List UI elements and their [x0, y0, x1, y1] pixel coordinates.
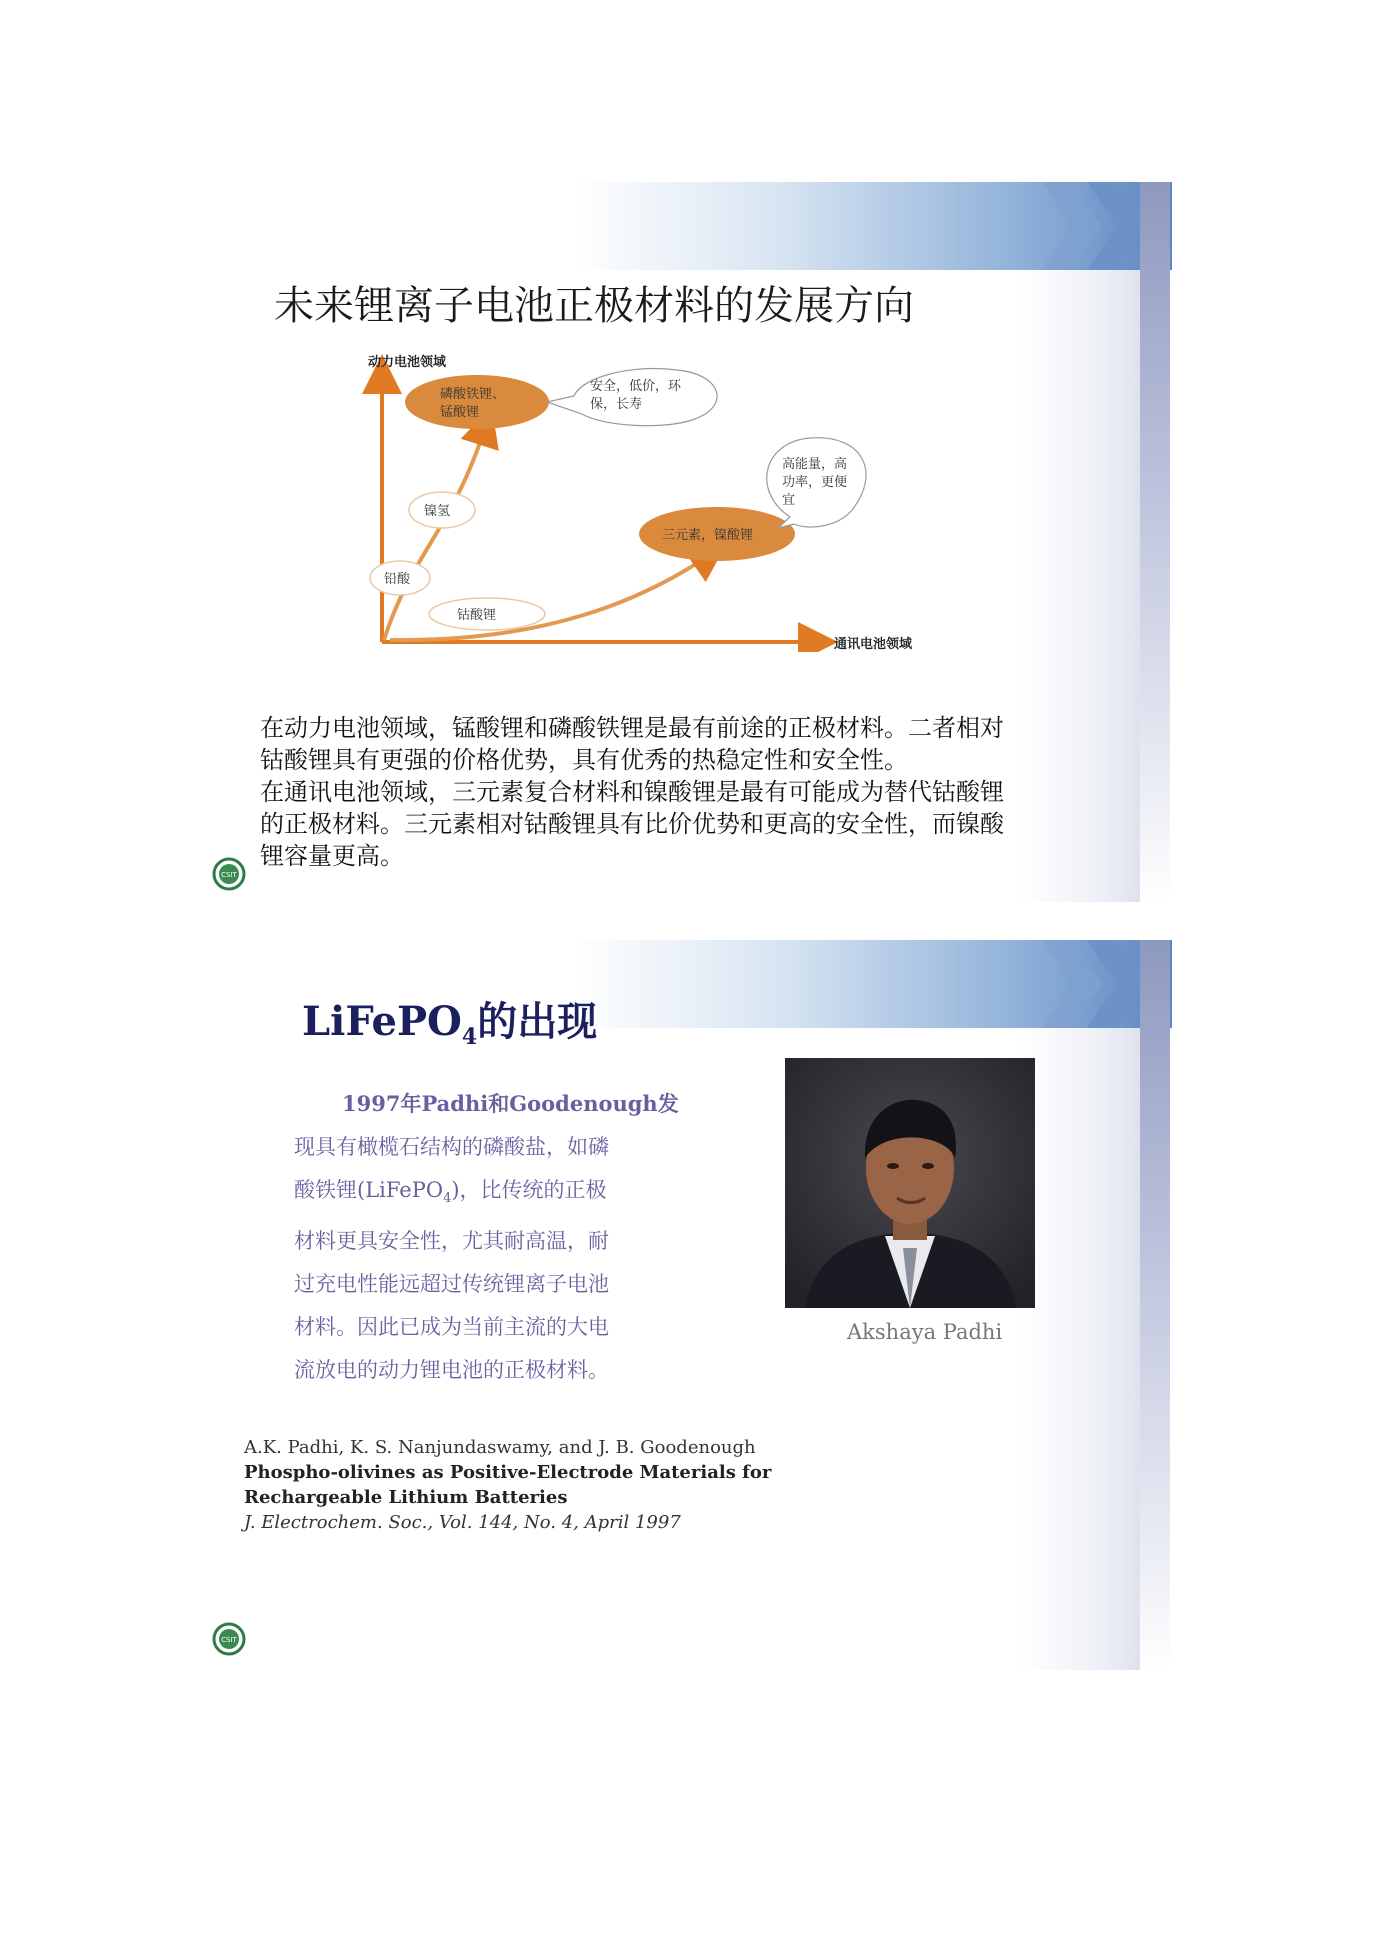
- svg-text:CSIT: CSIT: [221, 871, 237, 879]
- reference-authors: A.K. Padhi, K. S. Nanjundaswamy, and J. B. Goodenough: [244, 1437, 756, 1458]
- bubble-power-line1: 安全，低价，环: [590, 379, 682, 394]
- csit-logo: [212, 857, 246, 891]
- node-lco: 钴酸锂: [457, 608, 497, 623]
- paragraph-line: 在通讯电池领域，三元素复合材料和镍酸锂是最有可能成为替代钴酸锂: [260, 778, 1004, 806]
- desc-line: 材料更具安全性，尤其耐高温，耐: [294, 1229, 609, 1254]
- paragraph-line: 锂容量更高。: [260, 842, 404, 870]
- bubble-comm-line1: 高能量，高: [782, 457, 848, 472]
- bubble-comm-line2: 功率，更便: [782, 475, 848, 490]
- desc-line: 酸铁锂(LiFePO$_4$)，比传统的正极: [294, 1178, 607, 1207]
- reference-citation: [244, 1435, 804, 1535]
- bubble-comm-line3: 宜: [782, 493, 796, 508]
- reference-journal: J. Electrochem. Soc., Vol. 144, No. 4, April 1997: [244, 1512, 681, 1533]
- paragraph-line: 钴酸锂具有更强的价格优势，具有优秀的热稳定性和安全性。: [260, 746, 908, 774]
- csit-logo: [212, 1622, 246, 1656]
- desc-line: 材料。因此已成为当前主流的大电: [294, 1315, 609, 1340]
- y-axis-label: 动力电池领域: [368, 355, 447, 370]
- desc-line: 1997年Padhi和Goodenough发: [342, 1091, 679, 1116]
- banner-chevrons: [572, 940, 1172, 1028]
- paragraph-line: 在动力电池领域，锰酸锂和磷酸铁锂是最有前途的正极材料。二者相对: [260, 714, 1004, 742]
- right-edge-bar: [1140, 940, 1170, 1670]
- reference-title-line2: Rechargeable Lithium Batteries: [244, 1487, 568, 1508]
- reference-title-line1: Phospho-olivines as Positive-Electrode Materials for: [244, 1462, 772, 1483]
- cathode-development-diagram: [342, 352, 1002, 652]
- lifepo4-description: [294, 1082, 684, 1392]
- slide-1-paragraph: [260, 712, 1140, 872]
- x-axis-label: 通讯电池领域: [834, 637, 913, 652]
- svg-text:CSIT: CSIT: [221, 1636, 237, 1644]
- slide-1: [212, 182, 1170, 902]
- node-ncm-lno: 三元素，镍酸锂: [662, 528, 754, 543]
- right-edge-bar: [1140, 182, 1170, 902]
- desc-line: 现具有橄榄石结构的磷酸盐，如磷: [294, 1135, 609, 1159]
- desc-line: 流放电的动力锂电池的正极材料。: [294, 1358, 609, 1383]
- node-lfp-lmo-line2: 锰酸锂: [440, 405, 480, 420]
- node-lfp-lmo-line1: 磷酸铁锂、: [440, 387, 506, 402]
- slide-2: [212, 940, 1170, 1670]
- paragraph-line: 的正极材料。三元素相对钴酸锂具有比价优势和更高的安全性，而镍酸: [260, 810, 1004, 838]
- ellipse-lfp-lmo: [405, 375, 549, 429]
- slide-2-title: LiFePO$_4$的出现: [302, 998, 598, 1050]
- banner-chevrons: [572, 182, 1172, 270]
- portrait-photo: [785, 1058, 1035, 1308]
- slide-1-title: 未来锂离子电池正极材料的发展方向: [274, 283, 914, 329]
- node-nimh: 镍氢: [424, 504, 451, 519]
- photo-caption: Akshaya Padhi: [847, 1320, 1003, 1344]
- node-pb-acid: 铅酸: [384, 572, 411, 587]
- bubble-power-line2: 保，长寿: [590, 397, 643, 412]
- desc-line: 过充电性能远超过传统锂离子电池: [294, 1272, 609, 1297]
